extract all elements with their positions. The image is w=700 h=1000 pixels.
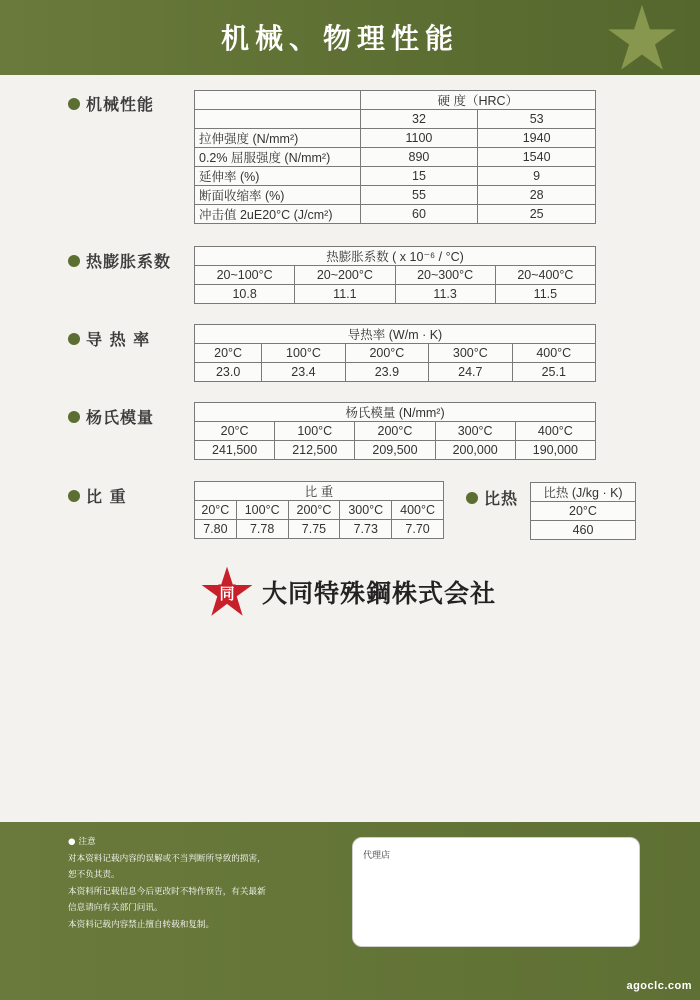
- note-line: 本资料所记载信息今后更改时不特作预告，有关最新: [68, 886, 266, 897]
- row-label: 延伸率 (%): [195, 167, 361, 186]
- table-header: 比热 (J/kg · K): [531, 483, 636, 502]
- table-header-cell: 20~100°C: [195, 266, 295, 285]
- star-icon: [606, 2, 678, 74]
- table-cell: 60: [360, 205, 478, 224]
- company-name: 大同特殊鋼株式会社: [262, 579, 497, 608]
- section-label: 热膨胀系数: [86, 252, 172, 271]
- section-label: 比热: [484, 489, 519, 508]
- row-label: 冲击值 2uE20°C (J/cm²): [195, 205, 361, 224]
- table-cell: 24.7: [429, 363, 512, 382]
- row-label: 0.2% 屈服强度 (N/mm²): [195, 148, 361, 167]
- specific-gravity-table: [194, 481, 444, 539]
- table-row: [195, 441, 596, 460]
- table-cell: 212,500: [275, 441, 355, 460]
- table-row: [195, 167, 596, 186]
- logo-mark: 同: [219, 585, 235, 604]
- table-cell: 23.9: [345, 363, 428, 382]
- table-header-cell: 20°C: [531, 502, 636, 521]
- table-cell: 200,000: [435, 441, 515, 460]
- bullet-dot-icon: [68, 490, 80, 502]
- section-specific-gravity: [68, 484, 127, 507]
- table-cell: 1100: [360, 129, 478, 148]
- table-row: [195, 363, 596, 382]
- table-cell: 10.8: [195, 285, 295, 304]
- table-cell: 55: [360, 186, 478, 205]
- section-youngs-modulus: [68, 405, 154, 428]
- table-header: 热膨胀系数 ( x 10⁻⁶ / °C): [195, 247, 596, 266]
- table-cell: 7.70: [392, 520, 444, 539]
- table-cell: 1540: [478, 148, 596, 167]
- table-header-cell: 20°C: [195, 344, 262, 363]
- bullet-dot-icon: [68, 411, 80, 423]
- agent-label: 代理店: [363, 851, 391, 861]
- table-header: 杨氏模量 (N/mm²): [195, 403, 596, 422]
- section-specific-heat: [466, 486, 518, 509]
- section-label: 比 重: [86, 487, 127, 506]
- section-label: 杨氏模量: [86, 408, 155, 427]
- table-header-cell: 400°C: [515, 422, 595, 441]
- table-header-cell: 300°C: [340, 501, 392, 520]
- table-header-cell: 100°C: [262, 344, 345, 363]
- table-header-cell: 20~200°C: [295, 266, 395, 285]
- table-cell: 28: [478, 186, 596, 205]
- table-row: [195, 520, 444, 539]
- section-mechanical: [68, 92, 154, 115]
- youngs-modulus-table: [194, 402, 596, 460]
- table-header-cell: 20°C: [195, 422, 275, 441]
- table-cell: 241,500: [195, 441, 275, 460]
- notes-title-row: [68, 834, 358, 851]
- thermal-expansion-table: [194, 246, 596, 304]
- table-cell: 25.1: [512, 363, 595, 382]
- table-cell: 7.73: [340, 520, 392, 539]
- table-row: [195, 186, 596, 205]
- table-cell: 7.78: [236, 520, 288, 539]
- table-cell: 9: [478, 167, 596, 186]
- bullet-dot-icon: [466, 492, 478, 504]
- table-header-cell: 32: [360, 110, 478, 129]
- row-label: 断面收缩率 (%): [195, 186, 361, 205]
- table-cell: 7.75: [288, 520, 340, 539]
- table-header-cell: 20~300°C: [395, 266, 495, 285]
- table-cell: 11.1: [295, 285, 395, 304]
- table-cell: 890: [360, 148, 478, 167]
- company-logo: [200, 565, 496, 619]
- table-cell: 1940: [478, 129, 596, 148]
- section-thermal-conductivity: [68, 327, 150, 350]
- table-header-cell: 20°C: [195, 501, 237, 520]
- table-cell: 190,000: [515, 441, 595, 460]
- note-line: 恕不负其责。: [68, 870, 120, 880]
- page-title: 机械、物理性能: [220, 22, 459, 55]
- note-line: 信息请向有关部门问讯。: [68, 903, 163, 913]
- table-header-cell: 200°C: [345, 344, 428, 363]
- table-row: [195, 285, 596, 304]
- table-header-cell: 100°C: [236, 501, 288, 520]
- notes-block: [68, 834, 358, 933]
- table-cell: 25: [478, 205, 596, 224]
- section-label: 导 热 率: [86, 330, 151, 349]
- table-cell: 11.5: [495, 285, 595, 304]
- table-header: 硬 度（HRC）: [360, 91, 595, 110]
- row-label: 拉伸强度 (N/mm²): [195, 129, 361, 148]
- bullet-dot-icon: ●: [68, 837, 76, 847]
- table-header-cell: 200°C: [355, 422, 435, 441]
- table-cell: 209,500: [355, 441, 435, 460]
- note-line: 对本资料记载内容的误解或不当判断所导致的损害，: [68, 853, 266, 864]
- table-row: [531, 521, 636, 540]
- notes-title: 注意: [78, 837, 96, 847]
- table-cell: 23.0: [195, 363, 262, 382]
- bullet-dot-icon: [68, 333, 80, 345]
- company-star-logo-icon: [200, 565, 254, 619]
- table-cell: 11.3: [395, 285, 495, 304]
- note-line: 本资料记载内容禁止擅自转载和复制。: [68, 919, 215, 930]
- bullet-dot-icon: [68, 255, 80, 267]
- section-label: 机械性能: [86, 95, 155, 114]
- table-header: 比 重: [195, 482, 444, 501]
- bullet-dot-icon: [68, 98, 80, 110]
- table-header-cell: 200°C: [288, 501, 340, 520]
- table-header-cell: 400°C: [392, 501, 444, 520]
- table-cell: 23.4: [262, 363, 345, 382]
- table-row: [195, 129, 596, 148]
- table-row: [195, 148, 596, 167]
- table-header-cell: 100°C: [275, 422, 355, 441]
- table-cell: 460: [531, 521, 636, 540]
- watermark: agoclc.com: [626, 980, 692, 992]
- agent-box: [352, 837, 640, 947]
- table-cell: 7.80: [195, 520, 237, 539]
- table-cell: 15: [360, 167, 478, 186]
- table-header-cell: 400°C: [512, 344, 595, 363]
- table-header: 导热率 (W/m · K): [195, 325, 596, 344]
- thermal-conductivity-table: [194, 324, 596, 382]
- table-header-cell: 300°C: [435, 422, 515, 441]
- table-row: [195, 205, 596, 224]
- table-header-cell: 53: [478, 110, 596, 129]
- section-thermal-expansion: [68, 249, 171, 272]
- table-header-cell: 20~400°C: [495, 266, 595, 285]
- mechanical-table: [194, 90, 596, 224]
- table-header-cell: 300°C: [429, 344, 512, 363]
- specific-heat-table: [530, 482, 636, 540]
